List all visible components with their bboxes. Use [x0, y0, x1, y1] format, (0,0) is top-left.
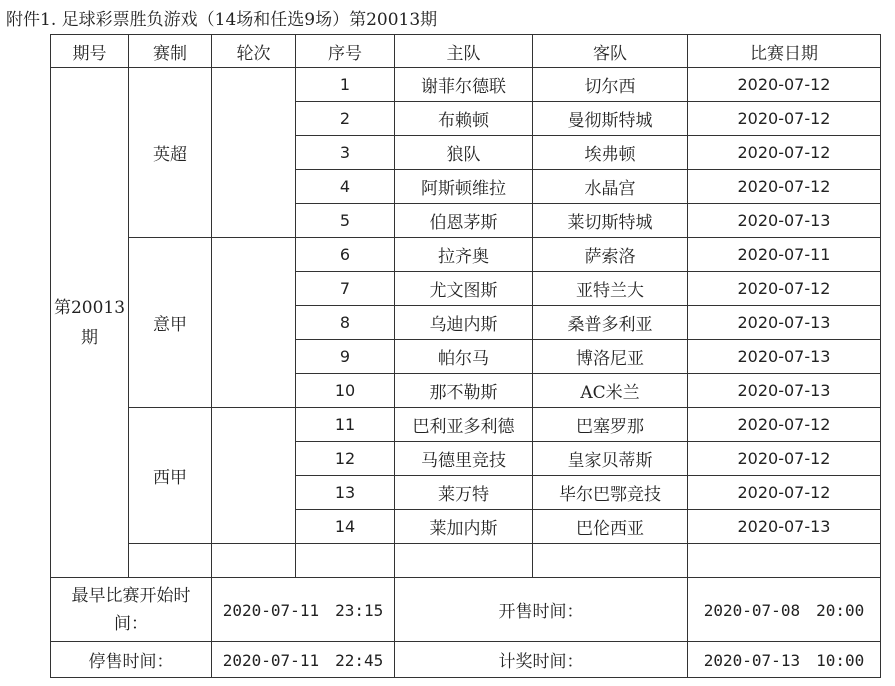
match-date: 2020-07-12	[688, 442, 881, 476]
home-team: 尤文图斯	[395, 272, 533, 306]
away-team: 巴塞罗那	[533, 408, 688, 442]
match-date: 2020-07-12	[688, 476, 881, 510]
match-date: 2020-07-13	[688, 374, 881, 408]
league-cell-la-liga: 西甲	[129, 408, 212, 544]
header-league: 赛制	[129, 35, 212, 68]
match-number: 12	[296, 442, 395, 476]
header-home-team: 主队	[395, 35, 533, 68]
match-number: 1	[296, 68, 395, 102]
table-row	[51, 68, 881, 102]
sale-stop-value: 2020-07-11 22:45	[212, 642, 395, 678]
draw-time-value: 2020-07-13 10:00	[688, 642, 881, 678]
table-row	[51, 408, 881, 442]
match-number: 14	[296, 510, 395, 544]
round-cell	[212, 238, 296, 408]
sale-start-label: 开售时间：	[395, 578, 688, 642]
blank-cell	[212, 544, 296, 578]
match-number: 11	[296, 408, 395, 442]
league-cell-epl: 英超	[129, 68, 212, 238]
match-date: 2020-07-12	[688, 68, 881, 102]
away-team: 埃弗顿	[533, 136, 688, 170]
away-team: 毕尔巴鄂竞技	[533, 476, 688, 510]
match-date: 2020-07-12	[688, 408, 881, 442]
league-cell-serie-a: 意甲	[129, 238, 212, 408]
away-team: 水晶宫	[533, 170, 688, 204]
match-number: 7	[296, 272, 395, 306]
match-number: 2	[296, 102, 395, 136]
home-team: 谢菲尔德联	[395, 68, 533, 102]
earliest-start-label	[51, 578, 212, 642]
round-cell	[212, 408, 296, 544]
earliest-start-label-line1: 最早比赛开始时	[71, 585, 191, 606]
match-number: 6	[296, 238, 395, 272]
match-date: 2020-07-13	[688, 510, 881, 544]
match-number: 9	[296, 340, 395, 374]
match-date: 2020-07-12	[688, 272, 881, 306]
info-row-stop	[51, 642, 881, 678]
blank-cell	[296, 544, 395, 578]
earliest-start-value: 2020-07-11 23:15	[212, 578, 395, 642]
match-number: 13	[296, 476, 395, 510]
header-number: 序号	[296, 35, 395, 68]
header-match-date: 比赛日期	[688, 35, 881, 68]
away-team: 巴伦西亚	[533, 510, 688, 544]
home-team: 拉齐奥	[395, 238, 533, 272]
home-team: 阿斯顿维拉	[395, 170, 533, 204]
home-team: 莱加内斯	[395, 510, 533, 544]
match-date: 2020-07-11	[688, 238, 881, 272]
match-number: 5	[296, 204, 395, 238]
match-number: 3	[296, 136, 395, 170]
match-schedule-table	[50, 34, 881, 678]
header-row	[51, 35, 881, 68]
home-team: 伯恩茅斯	[395, 204, 533, 238]
home-team: 布赖顿	[395, 102, 533, 136]
home-team: 莱万特	[395, 476, 533, 510]
home-team: 帕尔马	[395, 340, 533, 374]
away-team: 切尔西	[533, 68, 688, 102]
away-team: 萨索洛	[533, 238, 688, 272]
away-team: 桑普多利亚	[533, 306, 688, 340]
match-number: 4	[296, 170, 395, 204]
sale-start-value: 2020-07-08 20:00	[688, 578, 881, 642]
home-team: 巴利亚多利德	[395, 408, 533, 442]
away-team: 皇家贝蒂斯	[533, 442, 688, 476]
away-team: AC米兰	[533, 374, 688, 408]
match-date: 2020-07-13	[688, 204, 881, 238]
away-team: 博洛尼亚	[533, 340, 688, 374]
match-date: 2020-07-13	[688, 306, 881, 340]
away-team: 曼彻斯特城	[533, 102, 688, 136]
home-team: 那不勒斯	[395, 374, 533, 408]
period-line1: 第20013	[53, 297, 126, 318]
match-date: 2020-07-12	[688, 170, 881, 204]
sale-stop-label: 停售时间：	[51, 642, 212, 678]
period-line2: 期	[81, 327, 98, 348]
match-date: 2020-07-12	[688, 136, 881, 170]
match-number: 10	[296, 374, 395, 408]
blank-row	[51, 544, 881, 578]
blank-cell	[129, 544, 212, 578]
header-away-team: 客队	[533, 35, 688, 68]
header-round: 轮次	[212, 35, 296, 68]
table-row	[51, 238, 881, 272]
period-cell	[51, 68, 129, 578]
match-date: 2020-07-13	[688, 340, 881, 374]
info-row-earliest	[51, 578, 881, 642]
home-team: 狼队	[395, 136, 533, 170]
round-cell	[212, 68, 296, 238]
away-team: 亚特兰大	[533, 272, 688, 306]
home-team: 乌迪内斯	[395, 306, 533, 340]
blank-cell	[688, 544, 881, 578]
blank-cell	[395, 544, 533, 578]
earliest-start-label-line2: 间：	[114, 613, 148, 634]
home-team: 马德里竞技	[395, 442, 533, 476]
match-date: 2020-07-12	[688, 102, 881, 136]
draw-time-label: 计奖时间：	[395, 642, 688, 678]
header-period: 期号	[51, 35, 129, 68]
away-team: 莱切斯特城	[533, 204, 688, 238]
match-number: 8	[296, 306, 395, 340]
blank-cell	[533, 544, 688, 578]
document-title: 附件1. 足球彩票胜负游戏（14场和任选9场）第20013期	[6, 10, 438, 30]
